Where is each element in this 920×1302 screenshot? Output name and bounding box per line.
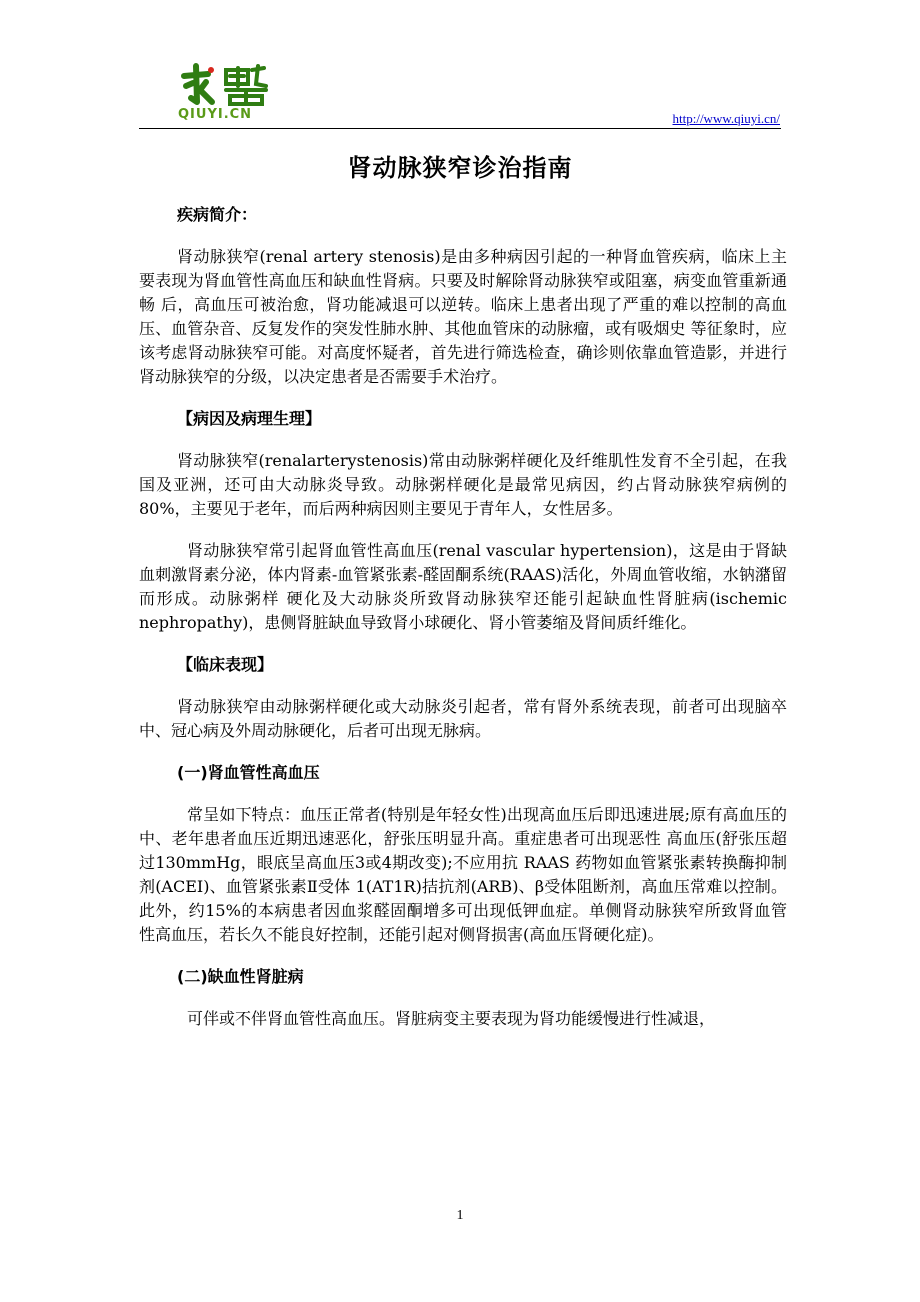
- document-title: 肾动脉狭窄诊治指南: [347, 154, 573, 182]
- logo-text: QIUYI.CN: [178, 107, 253, 122]
- site-url-link[interactable]: http://www.qiuyi.cn/: [672, 111, 780, 126]
- cause-paragraph-2: 肾动脉狭窄常引起肾血管性高血压(renal vascular hypertension)，这是由于肾缺血刺激肾素分泌，体内肾素-血管紧张素-醛固酮系统(RAAS)活化，外周血管收缩，水钠潴留而形成。动脉粥样 硬化及大动脉炎所致肾动脉狭窄还能引起缺血性肾脏病(ischemic nephropathy)，患侧肾脏缺血导致肾小球硬化、肾小管萎缩及肾间质纤维化。: [139, 541, 787, 632]
- subsection-1-paragraph: 常呈如下特点：血压正常者(特别是年轻女性)出现高血压后即迅速进展;原有高血压的中、老年患者血压近期迅速恶化，舒张压明显升高。重症患者可出现恶性 高血压(舒张压超过130mmHg，眼底呈高血压3或4期改变);不应用抗 RAAS 药物如血管紧张素转换酶抑制剂(ACEI)、血管紧张素Ⅱ受体 1(AT1R)拮抗剂(ARB)、β受体阻断剂，高血压常难以控制。此外，约15%的本病患者因血浆醛固酮增多可出现低钾血症。单侧肾动脉狭窄所致肾血管 性高血压，若长久不能良好控制，还能引起对侧肾损害(高血压肾硬化症)。: [139, 805, 787, 944]
- clinical-heading: 【临床表现】: [177, 655, 274, 674]
- cause-paragraph-1: 肾动脉狭窄(renalarterystenosis)常由动脉粥样硬化及纤维肌性发育不全引起，在我国及亚洲，还可由大动脉炎导致。动脉粥样硬化是最常见病因，约占肾动脉狭窄病例的80%，主要见于老年，而后两种病因则主要见于青年人，女性居多。: [139, 451, 787, 518]
- subsection-2-paragraph: 可伴或不伴肾血管性高血压。肾脏病变主要表现为肾功能缓慢进行性减退，: [187, 1009, 716, 1028]
- intro-paragraph: 肾动脉狭窄(renal artery stenosis)是由多种病因引起的一种肾血管疾病，临床上主要表现为肾血管性高血压和缺血性肾病。只要及时解除肾动脉狭窄或阻塞，病变血管重新通畅 后，高血压可被治愈，肾功能减退可以逆转。临床上患者出现了严重的难以控制的高血压、血管杂音、反复发作的突发性肺水肿、其他血管床的动脉瘤，或有吸烟史 等征象时，应该考虑肾动脉狭窄可能。对高度怀疑者，首先进行筛选检查，确诊则依靠血管造影，并进行肾动脉狭窄的分级，以决定患者是否需要手术治疗。: [139, 247, 787, 386]
- cause-heading: 【病因及病理生理】: [177, 409, 322, 428]
- qiuyi-logo: [178, 62, 288, 128]
- page-number: 1: [456, 1208, 464, 1223]
- clinical-paragraph: 肾动脉狭窄由动脉粥样硬化或大动脉炎引起者，常有肾外系统表现，前者可出现脑卒中、冠心病及外周动脉硬化，后者可出现无脉病。: [139, 697, 787, 740]
- document-body: [139, 203, 787, 1049]
- subsection-1-heading: (一)肾血管性高血压: [177, 763, 320, 782]
- qiuyi-logo-glyph-icon: [178, 62, 288, 108]
- header-divider: [139, 128, 781, 129]
- subsection-2-heading: (二)缺血性肾脏病: [177, 967, 304, 986]
- intro-heading: 疾病简介：: [177, 205, 258, 224]
